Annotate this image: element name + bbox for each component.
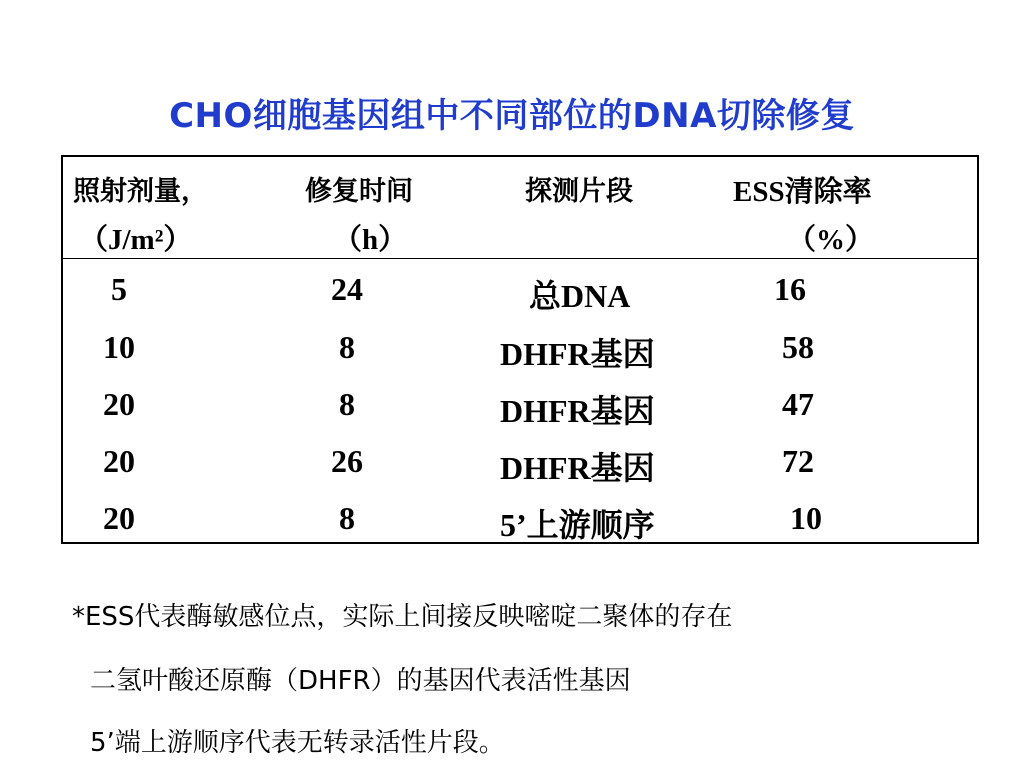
cell-ess: 16 [774,271,806,307]
data-table [61,155,979,544]
footnote-dhfr: 二氢叶酸还原酶（DHFR）的基因代表活性基因 [90,666,631,696]
cell-ess: 10 [790,500,822,536]
cell-fragment: 总DNA [529,278,631,314]
cell-fragment: DHFR基因 [500,336,655,372]
header-dose-line1: 照射剂量， [73,176,208,207]
header-time-line1: 修复时间 [305,176,413,207]
cell-fragment: 5’上游顺序 [500,507,655,543]
slide-title: CHO细胞基因组中不同部位的DNA切除修复 [169,96,855,136]
cell-dose: 20 [103,386,135,422]
cell-time: 26 [331,443,363,479]
cell-fragment: DHFR基因 [500,393,655,429]
cell-time: 24 [331,271,363,307]
cell-ess: 58 [782,329,814,365]
header-ess-unit: （%） [787,224,875,256]
header-divider [63,258,977,259]
cell-ess: 47 [782,386,814,422]
cell-ess: 72 [782,443,814,479]
cell-fragment: DHFR基因 [500,450,655,486]
cell-dose: 10 [103,329,135,365]
cell-dose: 20 [103,443,135,479]
header-dose-unit: （J/m²） [79,224,193,256]
header-time-unit: （h） [333,224,408,256]
footnote-upstream: 5’端上游顺序代表无转录活性片段。 [90,728,505,758]
cell-time: 8 [339,386,355,422]
footnote-ess: *ESS代表酶敏感位点，实际上间接反映嘧啶二聚体的存在 [72,602,733,632]
header-fragment: 探测片段 [525,176,633,207]
header-ess-line1: ESS清除率 [733,176,872,208]
cell-dose: 20 [103,500,135,536]
cell-time: 8 [339,500,355,536]
cell-dose: 5 [111,271,127,307]
cell-time: 8 [339,329,355,365]
